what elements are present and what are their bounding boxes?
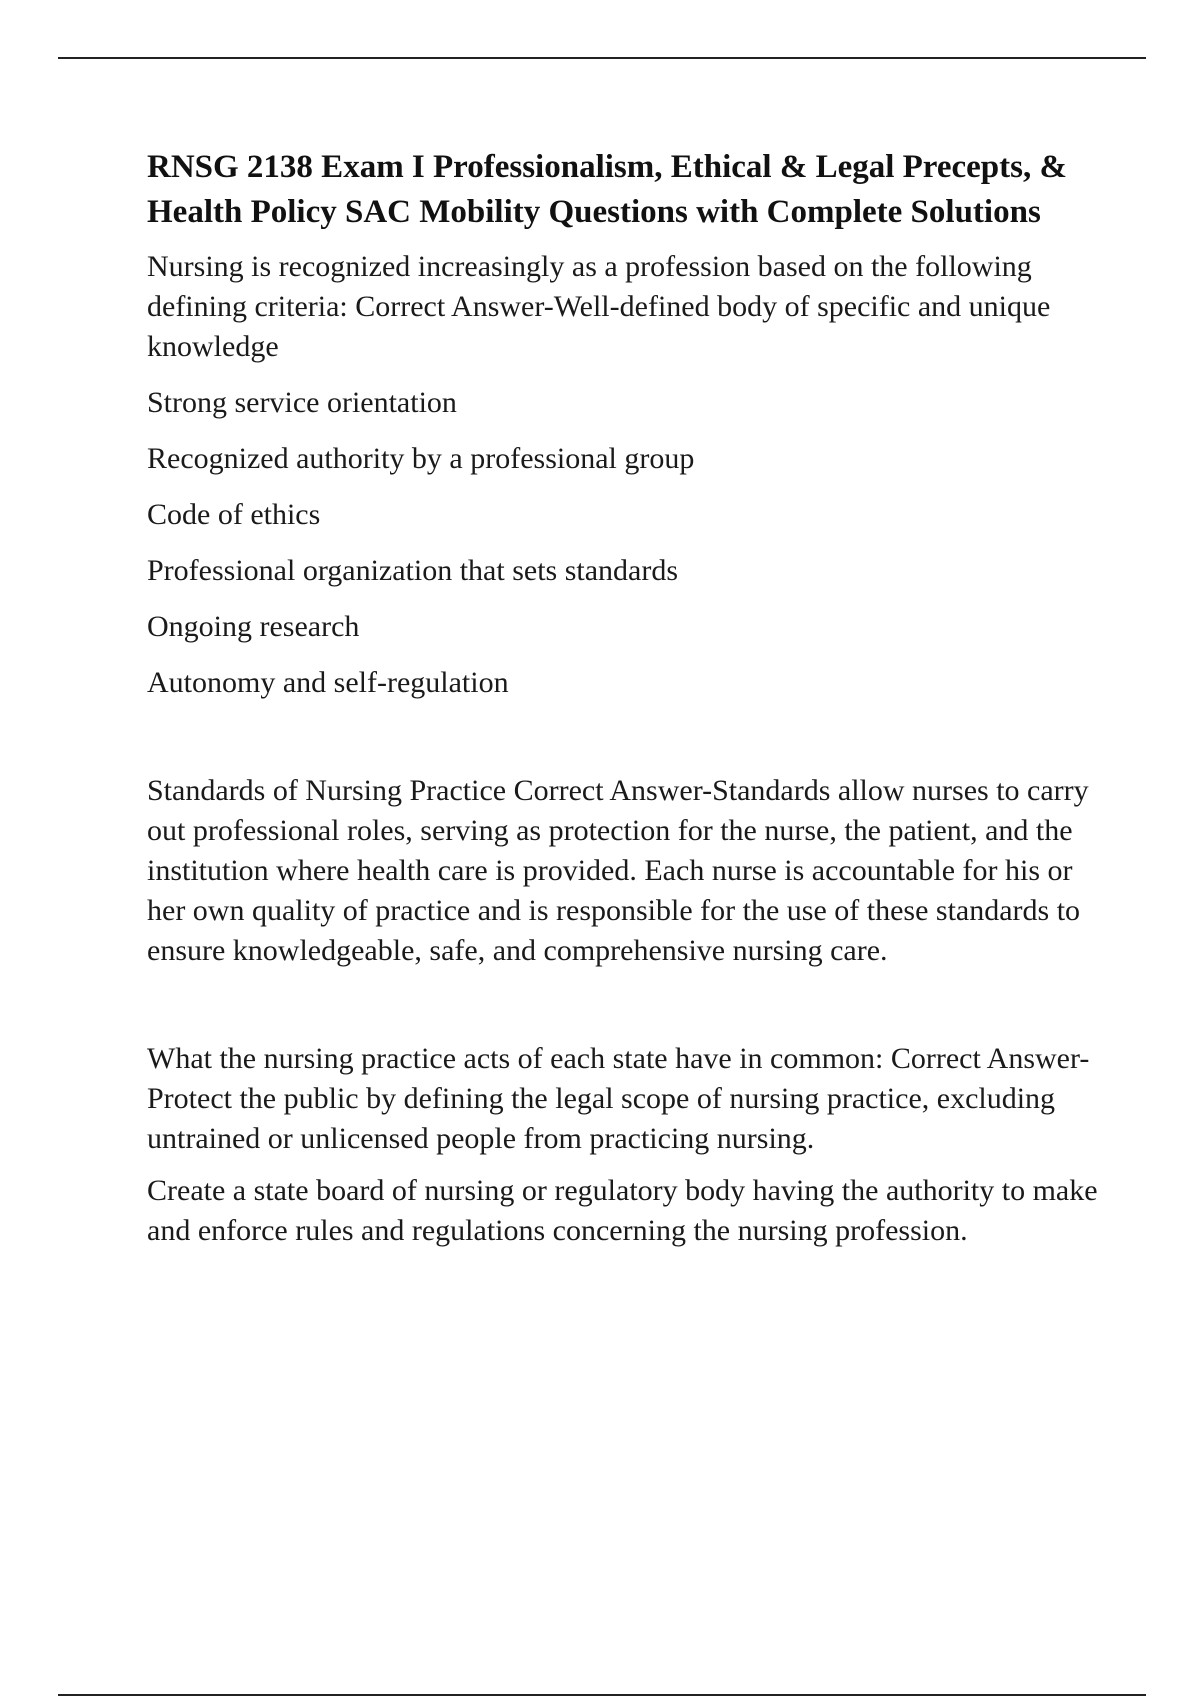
criteria-item-6: Autonomy and self-regulation — [147, 666, 509, 699]
bottom-rule — [58, 1694, 1146, 1696]
criteria-item-3: Code of ethics — [147, 498, 321, 531]
question-3-continuation: Create a state board of nursing or regulatory body having the authority to make and enforce rules and regulations concerning the nursing profession. — [147, 1174, 1098, 1247]
document-title: RNSG 2138 Exam I Professionalism, Ethical & Legal Precepts, & Health Policy SAC Mobility Questions with Complete Solutions — [147, 149, 1067, 230]
question-3: What the nursing practice acts of each state have in common: Correct Answer-Protect the public by defining the legal scope of nursing practice, excluding untrained or unlicensed people from practicing nursing. — [147, 1042, 1090, 1155]
criteria-item-4: Professional organization that sets standards — [147, 554, 679, 587]
question-1: Nursing is recognized increasingly as a profession based on the following defining criteria: Correct Answer-Well-defined body of specific and unique knowledge — [147, 250, 1051, 363]
document-body — [147, 145, 1107, 1251]
criteria-item-2: Recognized authority by a professional group — [147, 442, 695, 475]
criteria-item-1: Strong service orientation — [147, 386, 457, 419]
criteria-item-5: Ongoing research — [147, 610, 360, 643]
top-rule — [58, 57, 1146, 59]
question-2: Standards of Nursing Practice Correct Answer-Standards allow nurses to carry out professional roles, serving as protection for the nurse, the patient, and the institution where health care is provided. Each nurse is accountable for his or her own quality of practice and is responsible for the use of these standards to ensure knowledgeable, safe, and comprehensive nursing care. — [147, 774, 1089, 967]
